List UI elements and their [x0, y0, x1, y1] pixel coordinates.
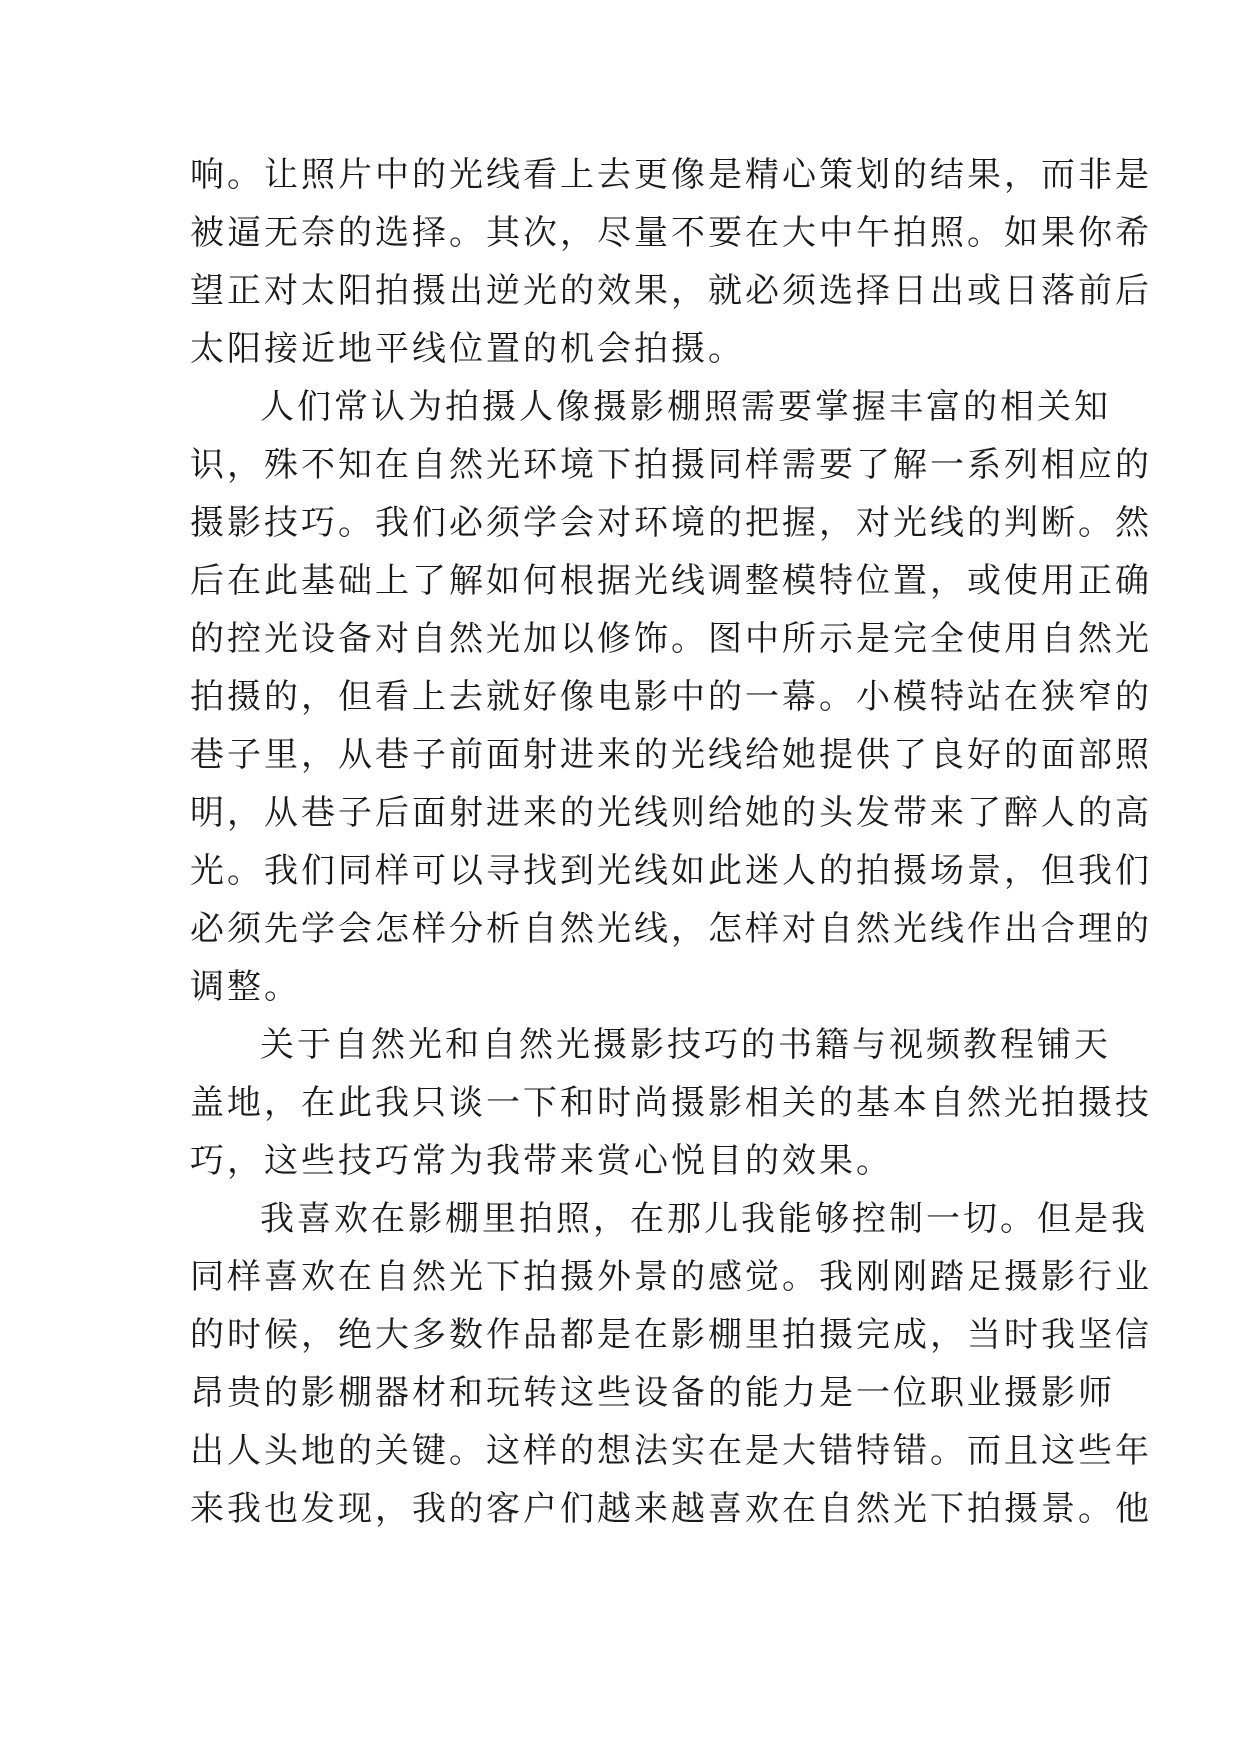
text-line: 摄影技巧。我们必须学会对环境的把握，对光线的判断。然	[190, 503, 1152, 543]
text-line: 明，从巷子后面射进来的光线则给她的头发带来了醉人的高	[190, 793, 1152, 833]
text-line: 来我也发现，我的客户们越来越喜欢在自然光下拍摄景。他	[190, 1489, 1152, 1529]
paragraph-4	[190, 1190, 1152, 1538]
text-line: 必须先学会怎样分析自然光线，怎样对自然光线作出合理的	[190, 909, 1152, 949]
paragraph-2	[190, 378, 1152, 1016]
paragraph-3	[190, 1016, 1152, 1190]
text-line: 太阳接近地平线位置的机会拍摄。	[190, 329, 745, 369]
text-line: 响。让照片中的光线看上去更像是精心策划的结果，而非是	[190, 155, 1152, 195]
text-line: 识，殊不知在自然光环境下拍摄同样需要了解一系列相应的	[190, 445, 1152, 485]
text-line: 盖地，在此我只谈一下和时尚摄影相关的基本自然光拍摄技	[190, 1083, 1152, 1123]
text-line: 调整。	[190, 967, 301, 1007]
text-line: 昂贵的影棚器材和玩转这些设备的能力是一位职业摄影师	[190, 1373, 1115, 1413]
text-line: 出人头地的关键。这样的想法实在是大错特错。而且这些年	[190, 1431, 1152, 1471]
text-line: 关于自然光和自然光摄影技巧的书籍与视频教程铺天	[260, 1025, 1111, 1065]
text-line: 巧，这些技巧常为我带来赏心悦目的效果。	[190, 1141, 893, 1181]
text-line: 的控光设备对自然光加以修饰。图中所示是完全使用自然光	[190, 619, 1152, 659]
text-line: 巷子里，从巷子前面射进来的光线给她提供了良好的面部照	[190, 735, 1152, 775]
paragraph-1	[190, 146, 1152, 378]
text-line: 拍摄的，但看上去就好像电影中的一幕。小模特站在狭窄的	[190, 677, 1152, 717]
body-text	[190, 146, 1152, 1538]
text-line: 人们常认为拍摄人像摄影棚照需要掌握丰富的相关知	[260, 387, 1111, 427]
text-line: 的时候，绝大多数作品都是在影棚里拍摄完成，当时我坚信	[190, 1315, 1152, 1355]
text-line: 后在此基础上了解如何根据光线调整模特位置，或使用正确	[190, 561, 1152, 601]
text-line: 被逼无奈的选择。其次，尽量不要在大中午拍照。如果你希	[190, 213, 1152, 253]
text-line: 同样喜欢在自然光下拍摄外景的感觉。我刚刚踏足摄影行业	[190, 1257, 1152, 1297]
text-line: 望正对太阳拍摄出逆光的效果，就必须选择日出或日落前后	[190, 271, 1152, 311]
text-line: 光。我们同样可以寻找到光线如此迷人的拍摄场景，但我们	[190, 851, 1152, 891]
text-line: 我喜欢在影棚里拍照，在那儿我能够控制一切。但是我	[260, 1199, 1148, 1239]
